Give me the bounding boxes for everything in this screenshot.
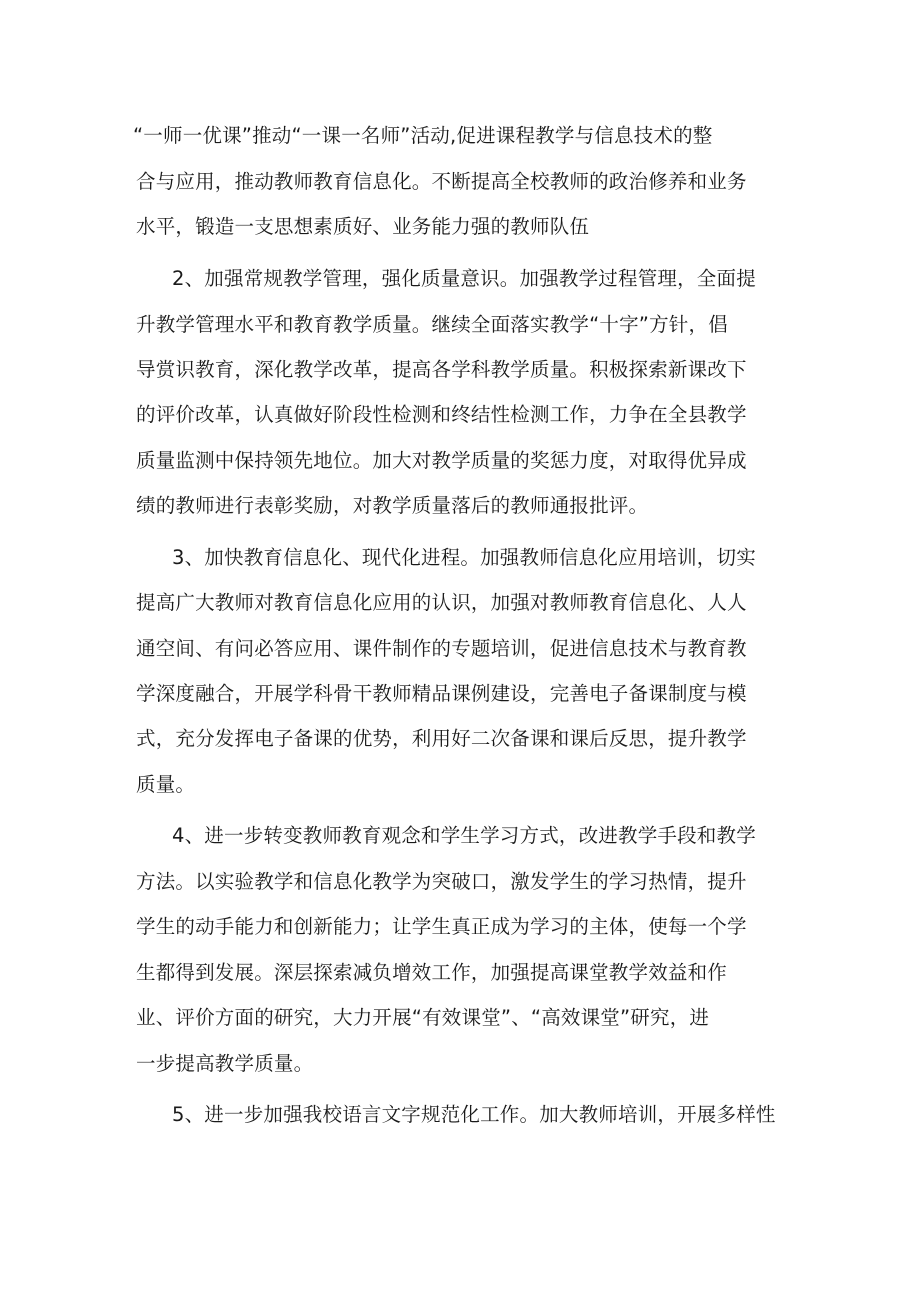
paragraph-5-start: 5、进一步加强我校语言文字规范化工作。加大教师培训，开展多样性: [172, 1103, 776, 1126]
text-line: 升教学管理水平和教育教学质量。继续全面落实教学“十字”方针，倡: [136, 313, 728, 336]
text-line: 导赏识教育，深化教学改革，提高各学科教学质量。积极探索新课改下: [136, 358, 747, 381]
text-line: 通空间、有问必答应用、课件制作的专题培训，促进信息技术与教育教: [136, 637, 747, 660]
text-line: 生都得到发展。深层探索减负增效工作，加强提高课堂教学效益和作: [136, 961, 728, 984]
text-line: 式，充分发挥电子备课的优势，利用好二次备课和课后反思，提升教学: [136, 727, 747, 750]
text-line: 绩的教师进行表彰奖励，对教学质量落后的教师通报批评。: [136, 494, 649, 517]
paragraph-4-start: 4、进一步转变教师教育观念和学生学习方式，改进教学手段和教学: [172, 824, 756, 847]
text-line: 的评价改革，认真做好阶段性检测和终结性检测工作，力争在全县教学: [136, 403, 747, 426]
text-line: 合与应用，推动教师教育信息化。不断提高全校教师的政治修养和业务: [136, 170, 747, 193]
text-line: 水平，锻造一支思想素质好、业务能力强的教师队伍: [136, 215, 590, 238]
text-line: 质量监测中保持领先地位。加大对教学质量的奖惩力度，对取得优异成: [136, 449, 747, 472]
text-line: 方法。以实验教学和信息化教学为突破口，激发学生的学习热情，提升: [136, 870, 747, 893]
text-line: 学深度融合，开展学科骨干教师精品课例建设，完善电子备课制度与模: [136, 682, 747, 705]
text-line: 质量。: [136, 773, 196, 796]
text-line: 业、评价方面的研究，大力开展“有效课堂”、“高效课堂”研究，进: [136, 1006, 710, 1029]
text-line: “一师一优课”推动“一课一名师”活动,促进课程教学与信息技术的整: [133, 124, 713, 147]
text-line: 提高广大教师对教育信息化应用的认识，加强对教师教育信息化、人人: [136, 591, 747, 614]
text-line: 一步提高教学质量。: [136, 1052, 314, 1075]
text-line: 学生的动手能力和创新能力；让学生真正成为学习的主体，使每一个学: [136, 915, 747, 938]
paragraph-2-start: 2、加强常规教学管理，强化质量意识。加强教学过程管理，全面提: [172, 267, 756, 290]
paragraph-3-start: 3、加快教育信息化、现代化进程。加强教师信息化应用培训，切实: [172, 546, 756, 569]
